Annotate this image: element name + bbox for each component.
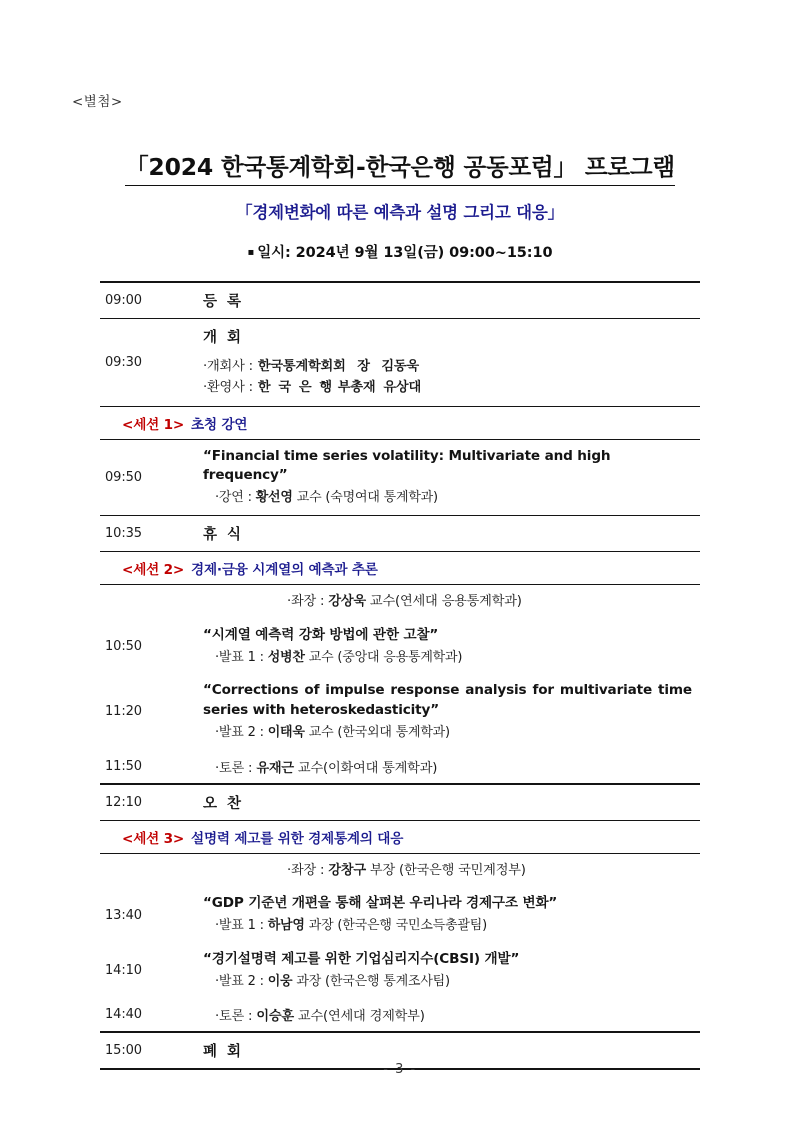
table-row-opening	[100, 319, 700, 407]
welcome-address-name: 유상대	[383, 380, 422, 396]
session-tag: <세션 2>	[122, 562, 185, 578]
presenter-role: 교수	[304, 649, 334, 665]
table-row-session3-chair	[100, 854, 700, 888]
presenter-prefix: ·발표 2 :	[215, 724, 268, 740]
discussant-role: 교수	[293, 760, 324, 776]
presenter-affiliation: (한국외대 통계학과)	[337, 724, 450, 740]
presenter-role: 교수	[304, 724, 334, 740]
discussant-prefix: ·토론 :	[215, 1009, 257, 1025]
page-subtitle: 「경제변화에 따른 예측과 설명 그리고 대응」	[236, 203, 564, 222]
session-header-2	[100, 552, 700, 585]
row-time: 09:50	[105, 469, 142, 485]
row-time: 10:35	[105, 526, 142, 541]
table-row-invited-lecture	[100, 440, 700, 516]
opening-address-name: 김동욱	[381, 359, 419, 374]
table-row-session2-discussion	[100, 750, 700, 784]
lecture-speaker-prefix: ·강연 :	[215, 490, 256, 506]
opening-label: 개 회	[203, 330, 244, 346]
paper-title: “GDP 기준년 개편을 통해 살펴본 우리나라 경제구조 변화”	[203, 895, 558, 912]
discussant-affiliation: (연세대 경제학부)	[323, 1009, 425, 1025]
welcome-address-org: 한 국 은 행	[257, 380, 334, 396]
square-bullet-icon: ▪	[247, 247, 255, 258]
presenter-affiliation: (한국은행 통계조사팀)	[325, 973, 450, 989]
row-time: 12:10	[105, 794, 142, 810]
presenter-affiliation: (한국은행 국민소득총괄팀)	[337, 918, 487, 934]
discussant-role: 교수	[293, 1009, 324, 1025]
table-row-session2-paper2	[100, 674, 700, 749]
row-time	[100, 585, 201, 619]
page-number: - 3 -	[383, 1062, 417, 1077]
table-row-session3-paper1	[100, 887, 700, 943]
chair-name: 강창구	[328, 862, 366, 878]
presenter-role: 과장	[292, 973, 322, 989]
row-time: 09:00	[105, 293, 142, 308]
event-datetime-text: 일시: 2024년 9월 13일(금) 09:00~15:10	[257, 245, 553, 261]
row-content	[201, 516, 700, 551]
session-tag: <세션 1>	[122, 416, 185, 433]
discussant-prefix: ·토론 :	[215, 760, 257, 776]
opening-address-org: 한국통계학회	[257, 359, 334, 374]
chair-affiliation: (한국은행 국민계정부)	[399, 862, 526, 878]
document-heading	[0, 148, 800, 262]
paper-title: “Corrections of impulse response analysis for multivariate time series with heteroskedasticity”	[203, 682, 692, 719]
session-name: 초청 강연	[191, 416, 248, 433]
registration-label: 등 록	[203, 294, 244, 310]
table-row-session2-paper1	[100, 619, 700, 675]
table-row-session3-paper2	[100, 943, 700, 999]
row-content	[201, 619, 700, 675]
lecture-speaker-name: 황선영	[255, 490, 293, 506]
presenter-name: 성병찬	[267, 649, 305, 665]
session-header-text	[100, 413, 247, 433]
presenter-prefix: ·발표 2 :	[215, 973, 268, 989]
session2-chair	[201, 592, 694, 612]
session-header-text	[100, 827, 403, 847]
lecture-speaker	[201, 489, 694, 508]
welcome-address-prefix: ·환영사 :	[203, 380, 257, 396]
row-time: 15:00	[105, 1043, 142, 1059]
row-time: 11:50	[105, 758, 142, 774]
attachment-marker: <별첨>	[72, 94, 123, 110]
paper-presenter	[201, 917, 694, 936]
row-content	[201, 750, 700, 783]
session-header-3	[100, 821, 700, 854]
page-title: 「2024 한국통계학회-한국은행 공동포럼」 프로그램	[125, 148, 675, 186]
session-tag: <세션 3>	[122, 830, 185, 847]
closing-label: 폐 회	[203, 1044, 244, 1061]
discussant-name: 유재근	[256, 760, 294, 776]
presenter-prefix: ·발표 1 :	[215, 649, 268, 665]
presenter-affiliation: (중앙대 응용통계학과)	[337, 649, 463, 665]
session-header-text	[100, 558, 378, 578]
row-time: 11:20	[105, 704, 142, 720]
row-time: 14:10	[105, 963, 142, 979]
lunch-label: 오 찬	[203, 795, 244, 812]
presenter-name: 이웅	[267, 973, 293, 989]
row-content	[201, 854, 700, 888]
break-label: 휴 식	[203, 527, 244, 543]
discussant-name: 이승훈	[256, 1009, 294, 1025]
paper-presenter	[201, 649, 694, 668]
row-time: 14:40	[105, 1007, 142, 1023]
chair-name: 강상욱	[328, 594, 366, 609]
row-content	[201, 943, 700, 999]
session-name: 설명력 제고를 위한 경제통계의 대응	[191, 830, 404, 847]
row-content	[201, 785, 700, 820]
discussant-affiliation: (이화여대 통계학과)	[323, 760, 438, 776]
opening-address-role: 회 장	[333, 359, 374, 374]
row-time: 10:50	[105, 639, 142, 655]
presenter-name: 하남영	[267, 918, 305, 934]
table-row-lunch	[100, 784, 700, 821]
lecture-speaker-role: 교수	[292, 490, 322, 506]
row-time: 09:30	[105, 354, 142, 370]
chair-affiliation: (연세대 응용통계학과)	[395, 594, 522, 609]
session-name: 경제·금융 시계열의 예측과 추론	[191, 562, 378, 578]
program-table	[100, 281, 700, 1070]
paper-presenter	[201, 724, 694, 743]
session-header-1	[100, 407, 700, 440]
chair-role: 부장	[365, 862, 396, 878]
row-content	[201, 585, 700, 619]
paper-presenter	[201, 973, 694, 992]
welcome-address-role: 부총재	[337, 380, 376, 396]
row-content	[201, 440, 700, 515]
row-content	[201, 319, 700, 406]
presenter-name: 이태욱	[267, 724, 305, 740]
welcome-address-line	[201, 377, 694, 398]
row-content	[201, 887, 700, 943]
table-row-break	[100, 516, 700, 552]
event-datetime	[0, 241, 800, 262]
opening-address-line	[201, 356, 694, 377]
presenter-prefix: ·발표 1 :	[215, 918, 268, 934]
row-content	[201, 998, 700, 1031]
table-row-session3-discussion	[100, 998, 700, 1032]
row-time: 13:40	[105, 907, 142, 923]
session3-chair	[201, 861, 694, 881]
chair-prefix: ·좌장 :	[287, 594, 329, 609]
chair-role: 교수	[365, 594, 396, 609]
presenter-role: 과장	[304, 918, 334, 934]
row-content	[201, 674, 700, 749]
paper-title: “시계열 예측력 강화 방법에 관한 고찰”	[203, 626, 439, 643]
discussant	[201, 1005, 694, 1024]
opening-address-prefix: ·개회사 :	[203, 359, 257, 374]
table-row-session2-chair	[100, 585, 700, 619]
table-row-registration	[100, 283, 700, 319]
lecture-title: “Financial time series volatility: Multivariate and high frequency”	[203, 447, 611, 484]
row-time	[100, 854, 201, 888]
paper-title: “경기설명력 제고를 위한 기업심리지수(CBSI) 개발”	[203, 950, 520, 967]
chair-prefix: ·좌장 :	[287, 862, 329, 878]
row-content	[201, 283, 700, 318]
discussant	[201, 757, 694, 776]
lecture-speaker-affiliation: (숙명여대 통계학과)	[325, 490, 438, 506]
